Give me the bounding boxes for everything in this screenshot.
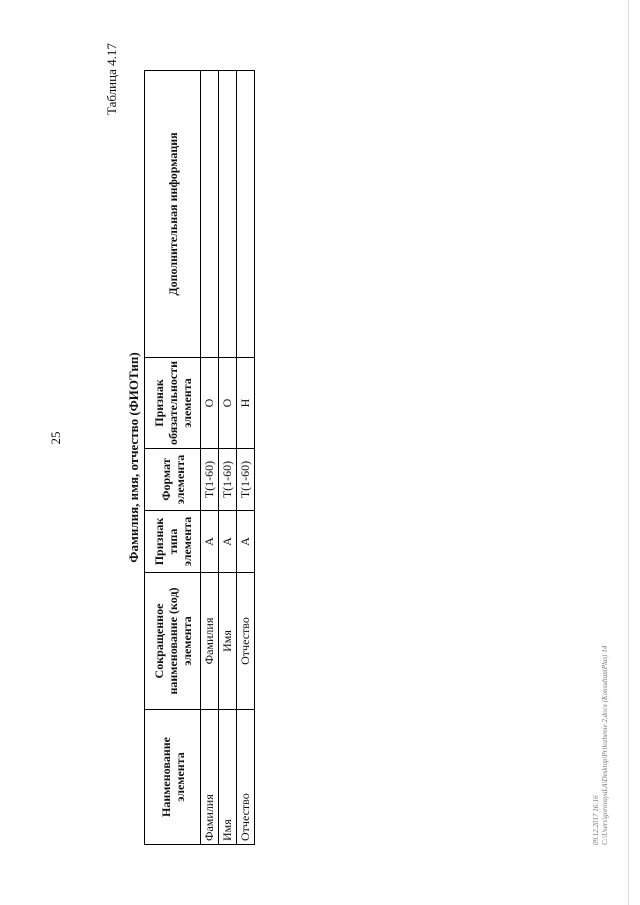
page-number: 25 xyxy=(48,431,63,445)
cell-additional-info xyxy=(201,71,219,358)
cell-element-name: Фамилия xyxy=(201,710,219,845)
header-mandatory: Признак обязательности элемента xyxy=(145,357,201,448)
cell-mandatory: О xyxy=(219,357,237,448)
cell-format: Т(1-60) xyxy=(237,449,255,511)
cell-short-name: Имя xyxy=(219,573,237,710)
cell-additional-info xyxy=(237,71,255,358)
cell-type-sign: А xyxy=(237,511,255,573)
cell-element-name: Имя xyxy=(219,710,237,845)
table-title: Фамилия, имя, отчество (ФИОТип) xyxy=(126,352,141,563)
cell-format: Т(1-60) xyxy=(201,449,219,511)
table-row xyxy=(219,71,237,845)
cell-type-sign: А xyxy=(219,511,237,573)
cell-element-name: Отчество xyxy=(237,710,255,845)
header-short-name: Сокращенное наименование (код) элемента xyxy=(145,573,201,710)
stamp-path: C:\Users\gorovayaLA\Desktop\Prilozhenie 2.docx (KonsultantPlus) 14 xyxy=(601,645,609,845)
table-row xyxy=(237,71,255,845)
header-additional-info: Дополнительная информация xyxy=(145,71,201,358)
header-type-sign: Признак типа элемента xyxy=(145,511,201,573)
header-element-name: Наименование элемента xyxy=(145,710,201,845)
document-stamp xyxy=(592,646,610,845)
stamp-date: 09.12.2017 16:16 xyxy=(592,795,600,845)
header-format: Формат элемента xyxy=(145,449,201,511)
cell-short-name: Отчество xyxy=(237,573,255,710)
fio-table xyxy=(144,70,255,845)
table-row xyxy=(201,71,219,845)
cell-type-sign: А xyxy=(201,511,219,573)
cell-additional-info xyxy=(219,71,237,358)
cell-format: Т(1-60) xyxy=(219,449,237,511)
cell-short-name: Фамилия xyxy=(201,573,219,710)
table-label: Таблица 4.17 xyxy=(104,43,119,115)
table-header-row xyxy=(145,71,201,845)
cell-mandatory: О xyxy=(201,357,219,448)
cell-mandatory: Н xyxy=(237,357,255,448)
